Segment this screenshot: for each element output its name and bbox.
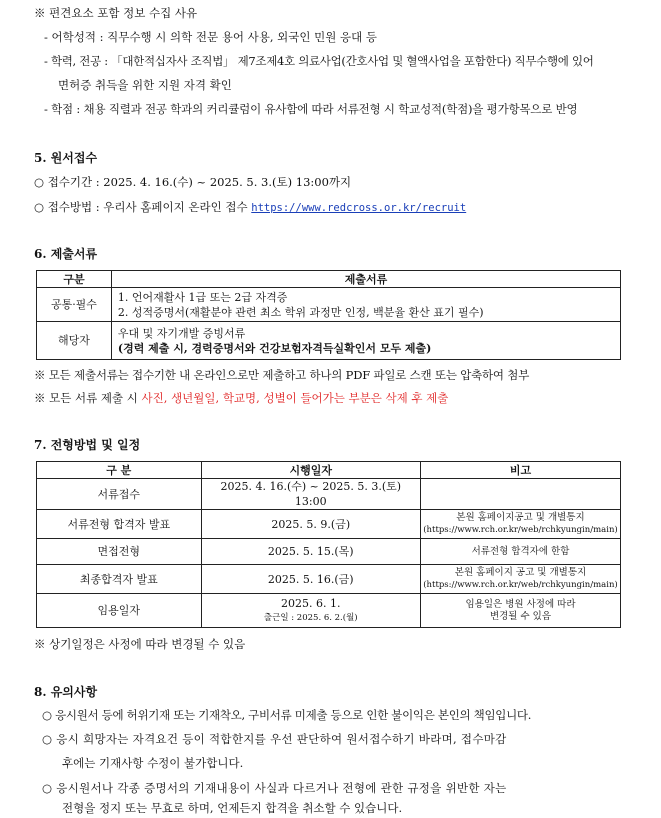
- section-6-heading: 6. 제출서류: [34, 247, 98, 261]
- row-docs-required: [111, 288, 620, 322]
- schedule-note-line-2: 변경될 수 있음: [489, 610, 552, 622]
- table-row: [37, 539, 621, 565]
- intro-item-education: - 학력, 전공 : 「대한적십자사 조직법」 제7조제4호 의료사업(간호사업 및 혈액사업을 포함한다) 직무수행에 있어: [44, 54, 594, 68]
- intro-title: ※ 편견요소 포함 정보 수집 사유: [34, 6, 198, 20]
- application-period: ○ 접수기간 : 2025. 4. 16.(수) ~ 2025. 5. 3.(토) 13:00까지: [34, 175, 352, 189]
- first-workday: 출근일 : 2025. 6. 2.(월): [263, 612, 358, 623]
- schedule-date: [201, 594, 420, 628]
- intro-item-gpa: - 학점 : 채용 직렬과 전공 학과의 커리큘럼이 유사함에 따라 서류전형 시 학교성적(학점)을 평가항목으로 반영: [44, 102, 578, 116]
- schedule-header-row: [37, 462, 621, 479]
- application-method: [34, 199, 466, 217]
- schedule-note: [420, 510, 620, 539]
- schedule-header-note: 비고: [420, 462, 620, 479]
- table-row: [37, 594, 621, 628]
- caution-item-2: ○ 응시 희망자는 자격요건 등이 적합한지를 우선 판단하여 원서접수하기 바라며, 접수마감: [42, 732, 507, 746]
- schedule-note-url: (https://www.rch.or.kr/web/rchkyungin/main): [423, 525, 618, 535]
- table-row: [37, 479, 621, 510]
- table-row: [37, 288, 621, 322]
- application-method-text: ○ 접수방법 : 우리사 홈페이지 온라인 접수: [34, 200, 252, 214]
- row-label-required: 공통·필수: [37, 288, 112, 322]
- intro-item-education-cont: 면허증 취득을 위한 지원 자격 확인: [58, 78, 232, 92]
- recruit-link[interactable]: https://www.redcross.or.kr/recruit: [251, 202, 467, 214]
- schedule-stage: 면접전형: [37, 539, 202, 565]
- schedule-note-line: 본원 홈페이지공고 및 개별통지: [456, 512, 585, 523]
- schedule-stage: 최종합격자 발표: [37, 565, 202, 594]
- schedule-table: [36, 461, 621, 628]
- schedule-stage: 임용일자: [37, 594, 202, 628]
- schedule-header-date: 시행일자: [201, 462, 420, 479]
- documents-table: [36, 270, 621, 360]
- caution-item-1: ○ 응시원서 등에 허위기재 또는 기재착오, 구비서류 미제출 등으로 인한 불이익은 본인의 책임입니다.: [42, 708, 532, 722]
- schedule-date: 2025. 5. 16.(금): [201, 565, 420, 594]
- documents-note-2-text: ※ 모든 서류 제출 시: [34, 391, 142, 405]
- caution-item-3: ○ 응시원서나 각종 증명서의 기재내용이 사실과 다르거나 전형에 관한 규정을 위반한 자는: [42, 781, 507, 795]
- schedule-date: 2025. 4. 16.(수) ~ 2025. 5. 3.(토) 13:00: [201, 479, 420, 510]
- required-doc-2: 2. 성적증명서(재활분야 관련 최소 학위 과정만 인정, 백분율 환산 표기 필수): [117, 305, 484, 319]
- intro-item-language: - 어학성적 : 직무수행 시 의학 전문 용어 사용, 외국인 민원 응대 등: [44, 30, 378, 44]
- documents-note-2: [34, 390, 448, 407]
- table-header-documents: 제출서류: [111, 271, 620, 288]
- section-7-heading: 7. 전형방법 및 일정: [34, 438, 141, 452]
- schedule-header-stage: 구 분: [37, 462, 202, 479]
- schedule-note: [420, 594, 620, 628]
- table-header-row: [37, 271, 621, 288]
- schedule-note-line: 임용일은 병원 사정에 따라: [465, 598, 576, 610]
- schedule-stage: 서류전형 합격자 발표: [37, 510, 202, 539]
- schedule-note: 서류전형 합격자에 한함: [420, 539, 620, 565]
- schedule-note: [420, 479, 620, 510]
- schedule-stage: 서류접수: [37, 479, 202, 510]
- section-5-heading: 5. 원서접수: [34, 151, 98, 165]
- table-row: [37, 322, 621, 360]
- row-docs-applicable: [111, 322, 620, 360]
- table-row: [37, 565, 621, 594]
- schedule-note: [420, 565, 620, 594]
- schedule-note-footer: ※ 상기일정은 사정에 따라 변경될 수 있음: [34, 637, 246, 651]
- section-8-heading: 8. 유의사항: [34, 685, 98, 699]
- applicable-doc-2: (경력 제출 시, 경력증명서와 건강보험자격득실확인서 모두 제출): [117, 341, 432, 355]
- documents-note-1: ※ 모든 제출서류는 접수기한 내 온라인으로만 제출하고 하나의 PDF 파일로 스캔 또는 압축하여 첨부: [34, 368, 530, 382]
- appointment-date: 2025. 6. 1.: [281, 596, 341, 610]
- table-header-category: 구분: [37, 271, 112, 288]
- applicable-doc-1: 우대 및 자기개발 증빙서류: [117, 326, 246, 340]
- documents-note-2-warning: 사진, 생년월일, 학교명, 성별이 들어가는 부분은 삭제 후 제출: [141, 391, 449, 405]
- caution-item-2-cont: 후에는 기재사항 수정이 불가합니다.: [62, 756, 244, 770]
- required-doc-1: 1. 언어재활사 1급 또는 2급 자격증: [117, 290, 288, 304]
- schedule-date: 2025. 5. 9.(금): [201, 510, 420, 539]
- row-label-applicable: 해당자: [37, 322, 112, 360]
- schedule-note-line: 본원 홈페이지 공고 및 개별통지: [454, 567, 587, 578]
- table-row: [37, 510, 621, 539]
- caution-item-3-cont: 전형을 정지 또는 무효로 하며, 언제든지 합격을 취소할 수 있습니다.: [62, 801, 403, 815]
- schedule-note-url: (https://www.rch.or.kr/web/rchkyungin/main): [423, 580, 618, 590]
- schedule-date: 2025. 5. 15.(목): [201, 539, 420, 565]
